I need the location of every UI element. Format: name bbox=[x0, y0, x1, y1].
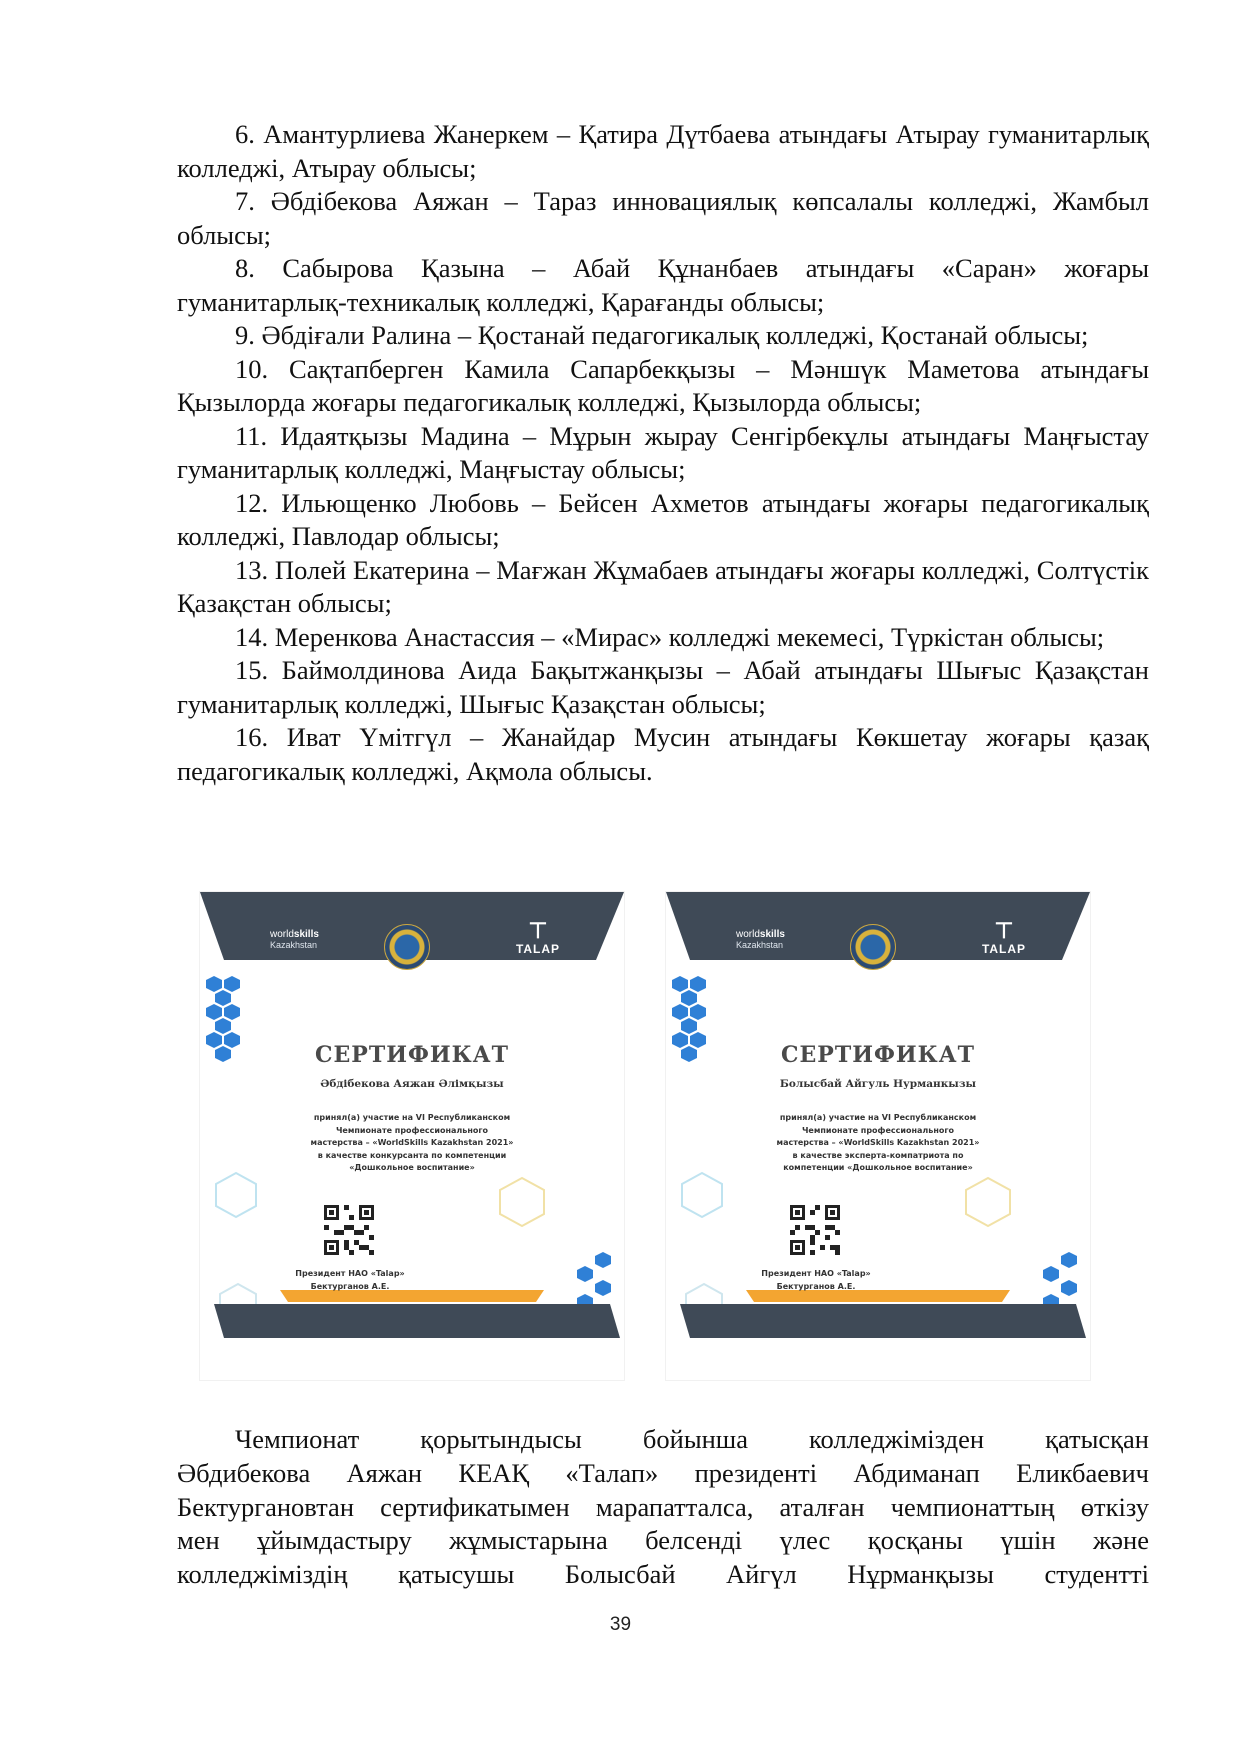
talap-logo: ⊤ TALAP bbox=[508, 920, 568, 956]
list-item: 14. Меренкова Анастассия – «Мирас» колледжі мекемесі, Түркістан облысы; bbox=[235, 621, 1105, 652]
summary-paragraph bbox=[177, 1423, 1149, 1592]
certificate-recipient: Әбдібекова Аяжан Әлімқызы bbox=[320, 1078, 504, 1090]
list-item: 7. Әбдібекова Аяжан – Тараз инновациялық көпсалалы колледжі, Жамбыл облысы; bbox=[177, 186, 1149, 250]
list-item: 10. Сақтапберген Камила Сапарбекқызы – Мәншүк Маметова атындағы Қызылорда жоғары педагогикалық колледжі, Қызылорда облысы; bbox=[177, 353, 1149, 417]
page-number: 39 bbox=[609, 1614, 632, 1635]
certificate-recipient: Болысбай Айгуль Нурманкызы bbox=[779, 1078, 977, 1090]
worldskills-logo: worldskills Kazakhstan bbox=[270, 929, 319, 950]
list-item: 15. Баймолдинова Аида Бақытжанқызы – Абай атындағы Шығыс Қазақстан гуманитарлық колледжі, Шығыс Қазақстан облысы; bbox=[177, 655, 1149, 719]
paragraph-line: Әбдибекова Аяжан КЕАҚ «Талап» президенті Абдиманап Еликбаевич bbox=[177, 1457, 1149, 1488]
talap-mark-icon: ⊤ bbox=[528, 918, 548, 943]
kazakhstan-emblem-icon bbox=[384, 924, 430, 970]
certificate-right bbox=[666, 892, 1090, 1380]
participant-list bbox=[177, 118, 1149, 788]
qr-code-icon bbox=[324, 1205, 374, 1255]
worldskills-logo: worldskills Kazakhstan bbox=[736, 929, 785, 950]
list-item: 6. Амантурлиева Жанеркем – Қатира Дүтбаева атындағы Атырау гуманитарлық колледжі, Атырау облысы; bbox=[177, 119, 1149, 183]
kazakhstan-emblem-icon bbox=[850, 924, 896, 970]
paragraph-line: Бектургановтан сертификатымен марапатталса, аталған чемпионаттың өткізу bbox=[177, 1491, 1149, 1522]
paragraph-line: Чемпионат қорытындысы бойынша колледжімізден қатысқан bbox=[235, 1424, 1149, 1454]
list-item: 8. Сабырова Қазына – Абай Құнанбаев атындағы «Саран» жоғары гуманитарлық-техникалық колледжі, Қарағанды облысы; bbox=[177, 253, 1149, 317]
certificate-left bbox=[200, 892, 624, 1380]
qr-code-icon bbox=[790, 1205, 840, 1255]
list-item: 16. Иват Үмітгүл – Жанайдар Мусин атындағы Көкшетау жоғары қазақ педагогикалық колледжі, Ақмола облысы. bbox=[177, 722, 1149, 786]
certificate-images bbox=[200, 892, 1090, 1380]
list-item: 9. Әбдіғали Ралина – Қостанай педагогикалық колледжі, Қостанай облысы; bbox=[235, 320, 1089, 350]
paragraph-line: мен ұйымдастыру жұмыстарына белсенді үлес қосқаны үшін және bbox=[177, 1525, 1149, 1556]
certificate-president: Президент НАО «Talap» Бектурганов А.Е. bbox=[761, 1269, 871, 1291]
list-item: 11. Идаятқызы Мадина – Мұрын жырау Сенгірбекұлы атындағы Маңғыстау гуманитарлық колледжі, Маңғыстау облысы; bbox=[177, 420, 1149, 484]
certificate-president: Президент НАО «Talap» Бектурганов А.Е. bbox=[295, 1269, 405, 1291]
certificate-title: СЕРТИФИКАТ bbox=[781, 1042, 975, 1068]
list-item: 13. Полей Екатерина – Мағжан Жұмабаев атындағы жоғары колледжі, Солтүстік Қазақстан облысы; bbox=[177, 554, 1149, 618]
certificate-body: принял(а) участие на VI Республиканском Чемпионате профессионального мастерства – «WorldSkills Kazakhstan 2021» в качестве эксперта-компатриота по компетенции «Дошкольное воспитание» bbox=[776, 1113, 980, 1173]
certificate-title: СЕРТИФИКАТ bbox=[315, 1042, 509, 1068]
list-item: 12. Ильющенко Любовь – Бейсен Ахметов атындағы жоғары педагогикалық колледжі, Павлодар облысы; bbox=[177, 487, 1149, 551]
paragraph-line: колледжіміздің қатысушы Болысбай Айгүл Нұрманқызы студентті bbox=[177, 1559, 1149, 1590]
certificate-body: принял(а) участие на VI Республиканском Чемпионате профессионального мастерства – «WorldSkills Kazakhstan 2021» в качестве конкурсанта по компетенции «Дошкольное воспитание» bbox=[310, 1113, 514, 1173]
talap-logo: ⊤ TALAP bbox=[974, 920, 1034, 956]
talap-mark-icon: ⊤ bbox=[994, 918, 1014, 943]
